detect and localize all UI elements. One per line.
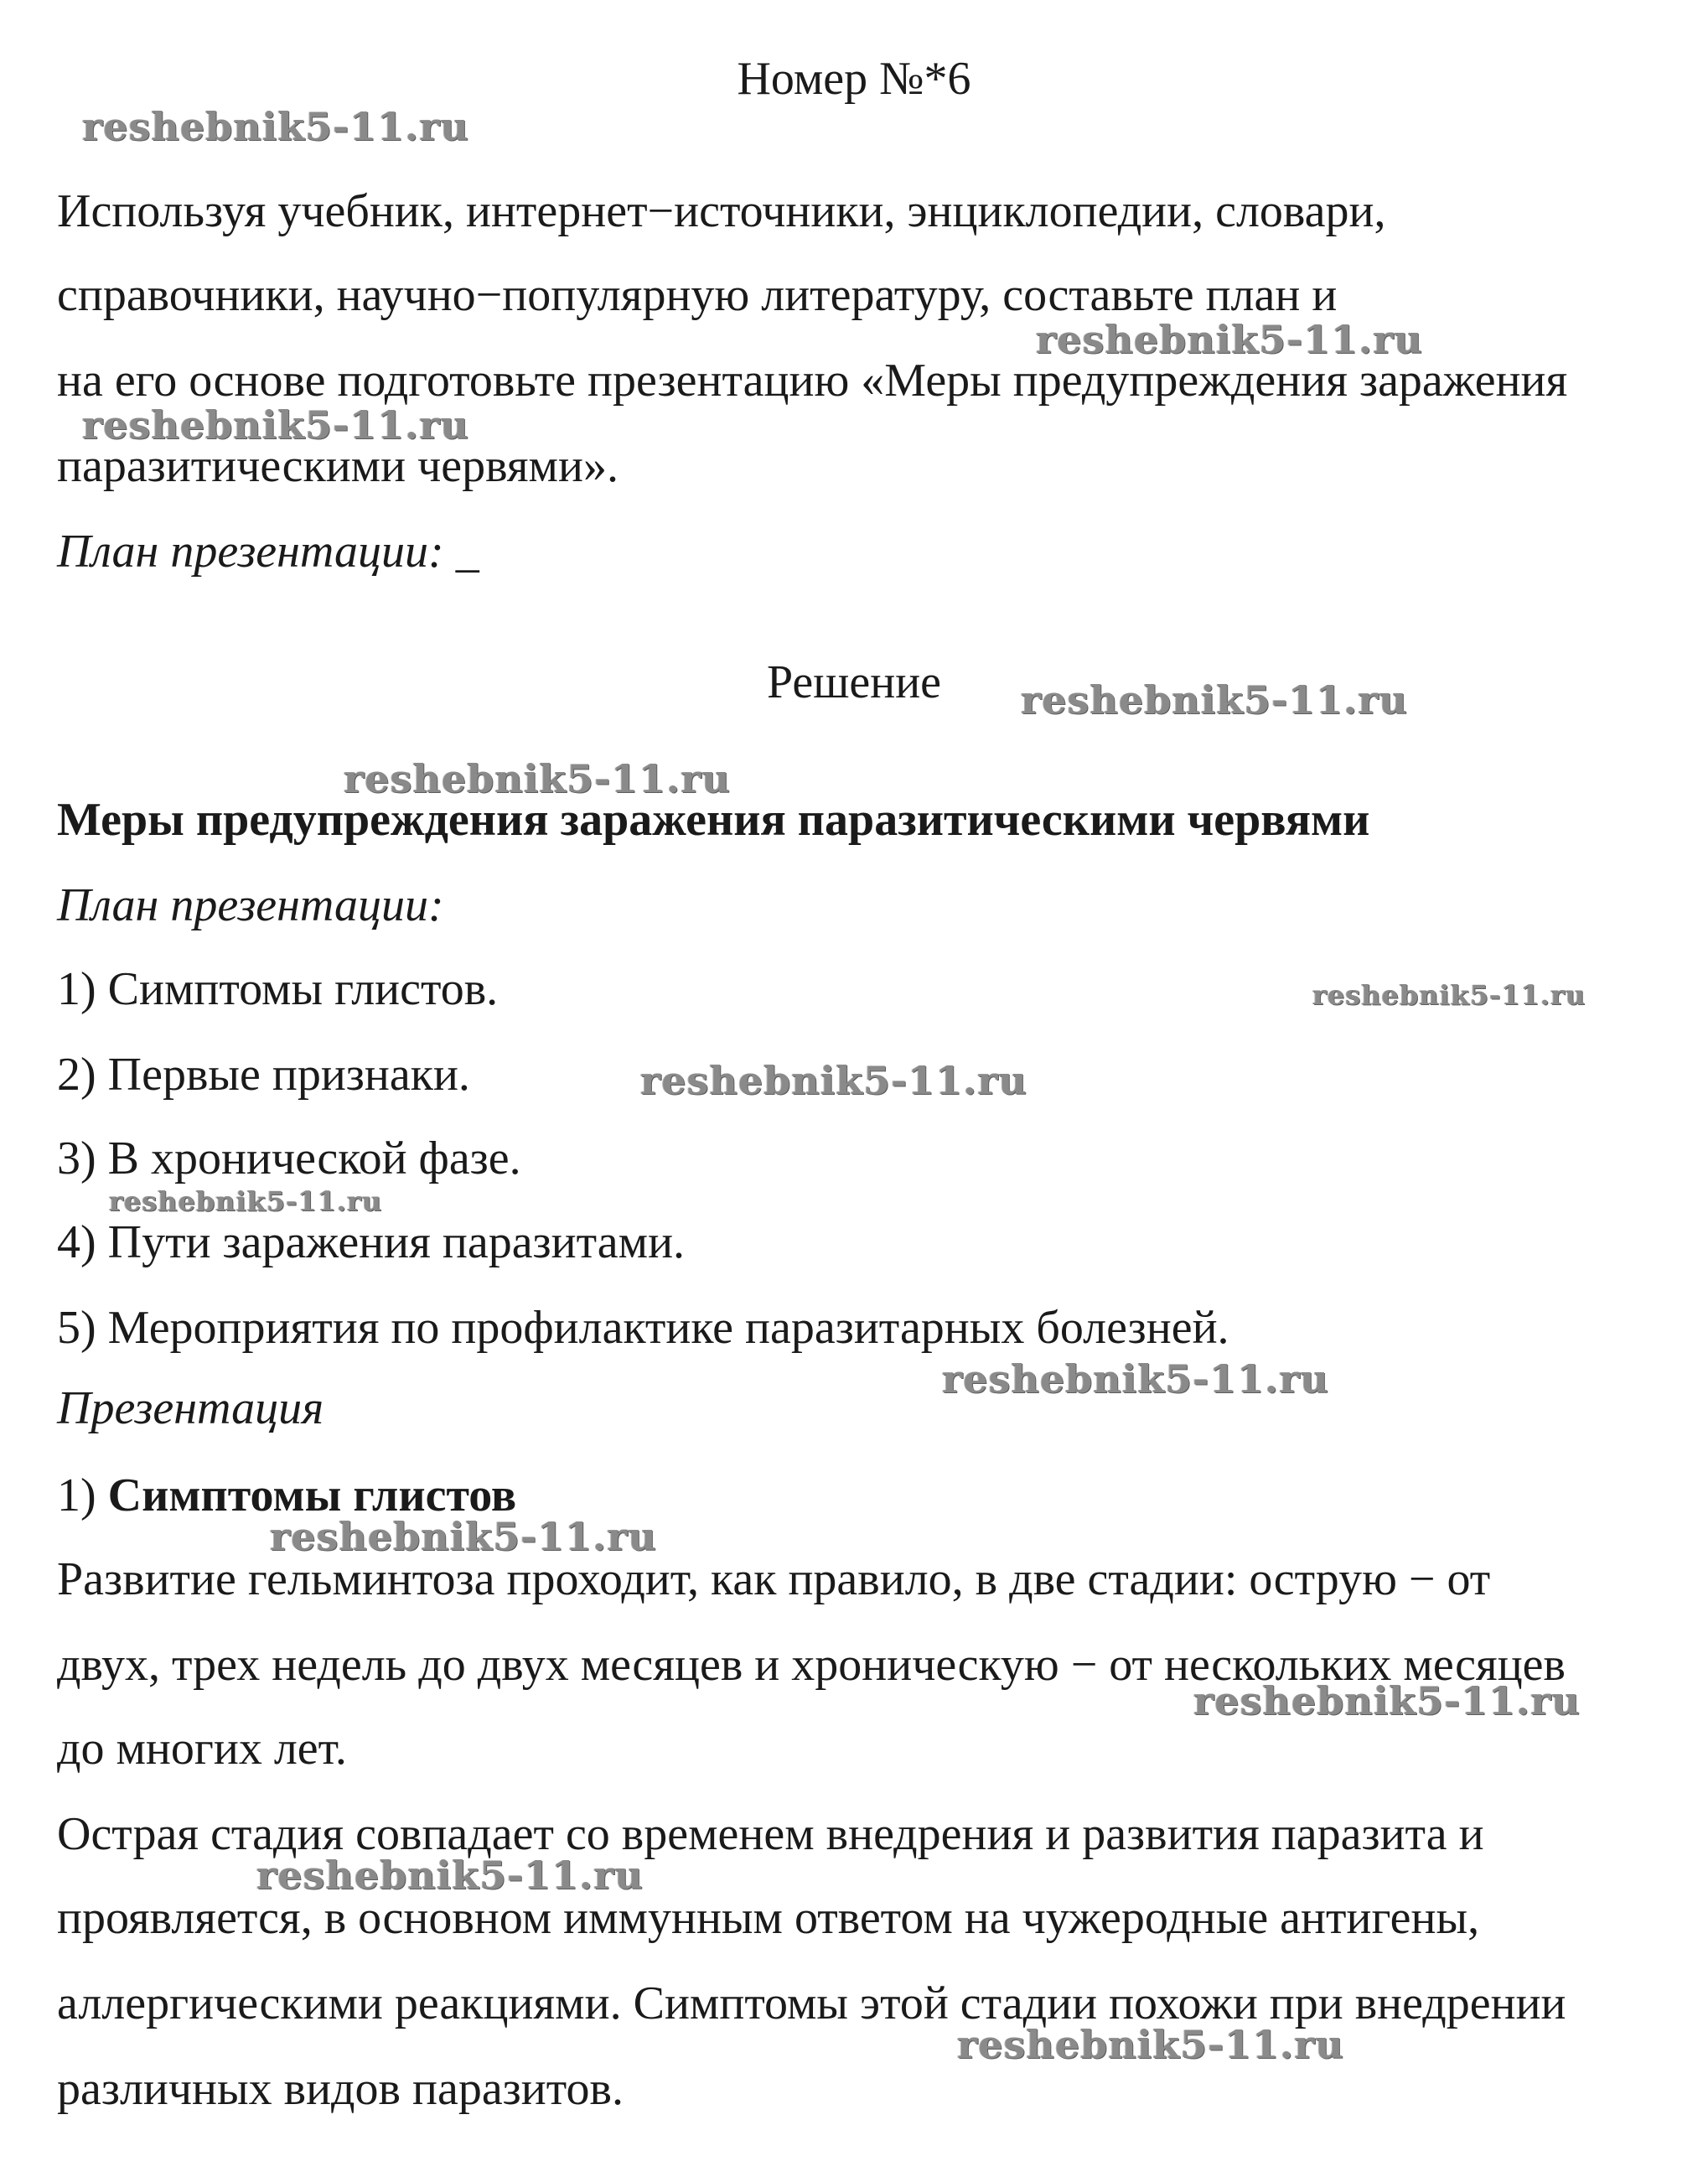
watermark: reshebnik5-11.ru <box>256 1853 644 1898</box>
watermark: reshebnik5-11.ru <box>1036 317 1423 362</box>
task-text-line: справочники, научно−популярную литературу, составьте план и <box>57 269 1338 321</box>
watermark: reshebnik5-11.ru <box>82 402 469 448</box>
task-text-line: на его основе подготовьте презентацию «Меры предупреждения заражения <box>57 355 1568 407</box>
plan-label: План презентации: <box>57 879 444 931</box>
watermark: reshebnik5-11.ru <box>1312 979 1586 1011</box>
paragraph-line: Развитие гельминтоза проходит, как правило, в две стадии: острую − от <box>57 1553 1491 1605</box>
paragraph-line: до многих лет. <box>57 1723 347 1775</box>
task-text-line: Используя учебник, интернет−источники, энциклопедии, словари, <box>57 185 1386 237</box>
watermark: reshebnik5-11.ru <box>1193 1678 1581 1723</box>
watermark: reshebnik5-11.ru <box>640 1058 1027 1103</box>
watermark: reshebnik5-11.ru <box>270 1514 657 1559</box>
section-title: Симптомы глистов <box>107 1469 517 1521</box>
paragraph-line: аллергическими реакциями. Симптомы этой стадии похожи при внедрении <box>57 1977 1566 2029</box>
paragraph-line: двух, трех недель до двух месяцев и хроническую − от нескольких месяцев <box>57 1639 1566 1691</box>
paragraph-line: Острая стадия совпадает со временем внедрения и развития паразита и <box>57 1808 1484 1860</box>
plan-item: 4) Пути заражения паразитами. <box>57 1216 686 1268</box>
task-number: Номер №*6 <box>737 53 971 105</box>
plan-item: 3) В хронической фазе. <box>57 1132 521 1184</box>
watermark: reshebnik5-11.ru <box>82 104 469 149</box>
solution-title: Меры предупреждения заражения паразитическими червями <box>57 794 1370 846</box>
task-plan-prompt: План презентации: _ <box>57 526 479 578</box>
plan-item: 1) Симптомы глистов. <box>57 963 499 1015</box>
plan-item: 2) Первые признаки. <box>57 1049 470 1101</box>
plan-item: 5) Мероприятия по профилактике паразитарных болезней. <box>57 1302 1229 1354</box>
watermark: reshebnik5-11.ru <box>957 2022 1344 2067</box>
paragraph-line: различных видов паразитов. <box>57 2063 624 2115</box>
task-text-line: паразитическими червями». <box>57 440 619 492</box>
watermark: reshebnik5-11.ru <box>1021 677 1408 723</box>
paragraph-line: проявляется, в основном иммунным ответом на чужеродные антигены, <box>57 1892 1480 1944</box>
section-number: 1) <box>57 1469 108 1521</box>
watermark: reshebnik5-11.ru <box>942 1356 1329 1402</box>
presentation-label: Презентация <box>57 1382 324 1434</box>
watermark: reshebnik5-11.ru <box>109 1185 383 1217</box>
watermark: reshebnik5-11.ru <box>344 756 731 801</box>
solution-heading: Решение <box>766 656 942 708</box>
